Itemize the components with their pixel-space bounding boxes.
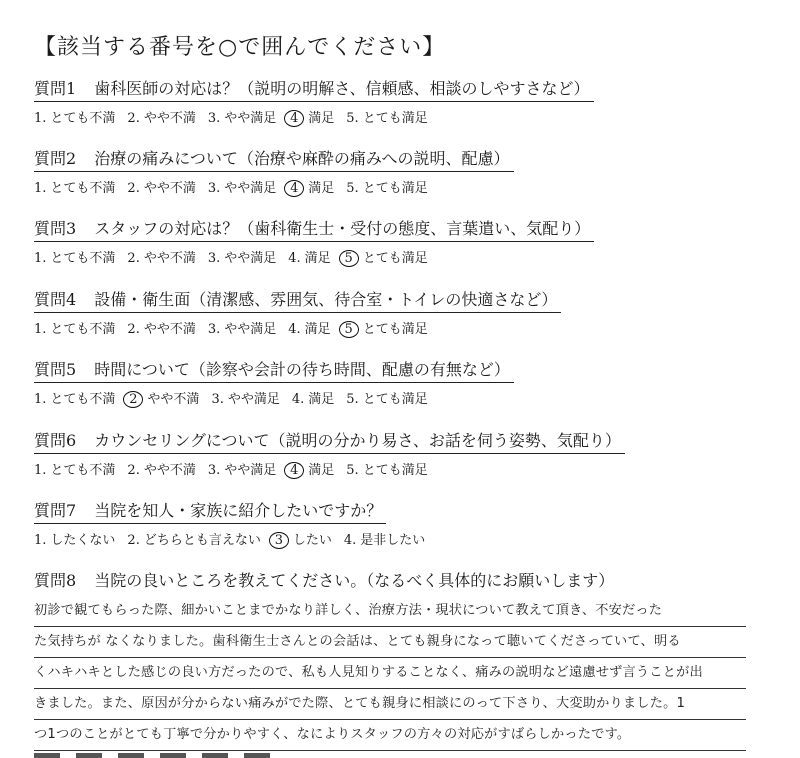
answer-option[interactable] bbox=[34, 529, 115, 548]
option-label: 満足 bbox=[304, 251, 331, 266]
option-number: 3 bbox=[269, 532, 289, 549]
option-label: とても不満 bbox=[50, 463, 116, 478]
answer-option[interactable] bbox=[127, 318, 195, 337]
answer-options bbox=[34, 388, 774, 408]
option-label: やや満足 bbox=[224, 111, 277, 126]
answer-option-circled[interactable] bbox=[343, 247, 428, 267]
option-label: やや満足 bbox=[224, 251, 277, 266]
page-heading: 【該当する番号を○で囲んでください】 bbox=[34, 35, 446, 60]
option-number: 1. bbox=[34, 181, 47, 196]
option-label: したくない bbox=[50, 533, 116, 548]
option-label: やや満足 bbox=[227, 392, 280, 407]
option-label: とても不満 bbox=[50, 251, 116, 266]
answer-line: 初診で観てもらった際、細かいことまでかなり詳しく、治療方法・現状について教えて頂き、不安だった bbox=[34, 596, 746, 627]
option-label: 満足 bbox=[308, 392, 335, 407]
question-number: 質問8 bbox=[34, 571, 77, 590]
question-title bbox=[34, 357, 514, 383]
answer-option[interactable] bbox=[208, 247, 276, 266]
question-title bbox=[34, 287, 561, 313]
question-title bbox=[34, 428, 625, 454]
answer-option[interactable] bbox=[346, 459, 427, 478]
option-label: とても不満 bbox=[50, 392, 116, 407]
answer-option[interactable] bbox=[288, 247, 330, 266]
option-number: 3. bbox=[207, 322, 221, 337]
option-number: 3. bbox=[211, 392, 224, 407]
answer-option-circled[interactable] bbox=[343, 318, 428, 338]
option-number: 5. bbox=[346, 111, 359, 126]
question-title bbox=[34, 146, 514, 172]
answer-option[interactable] bbox=[208, 107, 276, 126]
option-number: 3. bbox=[207, 111, 221, 126]
option-label: やや不満 bbox=[147, 392, 200, 407]
option-number: 2. bbox=[127, 111, 140, 126]
option-number: 5. bbox=[346, 392, 359, 407]
question-5 bbox=[34, 357, 774, 408]
option-label: とても満足 bbox=[362, 181, 428, 196]
option-number: 2. bbox=[127, 181, 140, 196]
question-number: 質問2 bbox=[34, 149, 77, 168]
option-number: 2. bbox=[127, 322, 140, 337]
question-number: 質問3 bbox=[34, 219, 77, 238]
answer-options bbox=[34, 107, 774, 127]
answer-option[interactable] bbox=[34, 177, 115, 196]
question-7 bbox=[34, 498, 774, 549]
option-label: とても満足 bbox=[362, 322, 428, 337]
option-label: とても不満 bbox=[50, 181, 116, 196]
answer-options bbox=[34, 247, 774, 267]
option-number: 1. bbox=[34, 392, 47, 407]
question-8 bbox=[34, 568, 774, 593]
answer-option[interactable] bbox=[346, 107, 427, 126]
cut-off-next-question bbox=[34, 744, 454, 758]
option-number: 2. bbox=[127, 533, 140, 548]
option-number: 3. bbox=[207, 251, 221, 266]
question-4 bbox=[34, 287, 774, 338]
option-label: やや不満 bbox=[143, 181, 196, 196]
option-label: 満足 bbox=[304, 322, 331, 337]
question-number: 質問1 bbox=[34, 79, 77, 98]
question-number: 質問4 bbox=[34, 290, 77, 309]
option-number: 5 bbox=[339, 250, 359, 267]
answer-option[interactable] bbox=[288, 318, 330, 337]
option-label: とても満足 bbox=[362, 251, 428, 266]
option-label: 満足 bbox=[308, 181, 335, 196]
answer-options bbox=[34, 529, 774, 549]
option-number: 1. bbox=[34, 463, 47, 478]
option-label: やや満足 bbox=[224, 463, 277, 478]
free-text-answer bbox=[34, 596, 746, 751]
question-number: 質問7 bbox=[34, 501, 77, 520]
question-2 bbox=[34, 146, 774, 197]
option-label: やや満足 bbox=[224, 181, 277, 196]
option-number: 4. bbox=[288, 322, 301, 337]
option-number: 3. bbox=[207, 181, 221, 196]
option-label: やや不満 bbox=[143, 322, 196, 337]
question-8-title bbox=[34, 568, 618, 593]
question-text: 当院の良いところを教えてください。（なるべく具体的にお願いします） bbox=[94, 571, 615, 590]
answer-option[interactable] bbox=[127, 247, 195, 266]
question-text: 治療の痛みについて（治療や麻酔の痛みへの説明、配慮） bbox=[94, 149, 510, 168]
answer-line: くハキハキとした感じの良い方だったので、私も人見知りすることなく、痛みの説明など遠慮せず言うことが出 bbox=[34, 658, 746, 689]
option-label: どちらとも言えない bbox=[143, 533, 261, 548]
option-number: 2 bbox=[123, 391, 143, 408]
question-6 bbox=[34, 428, 774, 479]
answer-line: た気持ちが なくなりました。歯科衛生士さんとの会話は、とても親身になって聴いてくださっていて、明る bbox=[34, 627, 746, 658]
option-number: 3. bbox=[207, 463, 221, 478]
answer-option[interactable] bbox=[208, 459, 276, 478]
option-label: やや不満 bbox=[143, 111, 196, 126]
question-text: スタッフの対応は？（歯科衛生士・受付の態度、言葉遣い、気配り） bbox=[94, 219, 591, 238]
option-label: 満足 bbox=[308, 111, 335, 126]
question-number: 質問6 bbox=[34, 431, 77, 450]
answer-option-circled[interactable] bbox=[127, 388, 199, 408]
option-number: 1. bbox=[34, 533, 47, 548]
answer-options bbox=[34, 318, 774, 338]
question-3 bbox=[34, 216, 774, 267]
option-number: 1. bbox=[34, 111, 47, 126]
option-label: とても満足 bbox=[362, 392, 428, 407]
question-title bbox=[34, 498, 386, 524]
answer-option-circled[interactable] bbox=[288, 107, 334, 127]
answer-line: きました。また、原因が分からない痛みがでた際、とても親身に相談にのって下さり、大変助かりました。1 bbox=[34, 689, 746, 720]
question-number: 質問5 bbox=[34, 360, 77, 379]
answer-option[interactable] bbox=[211, 388, 279, 407]
answer-option[interactable] bbox=[34, 459, 115, 478]
option-label: 是非したい bbox=[360, 533, 426, 548]
question-title bbox=[34, 76, 594, 102]
option-number: 4. bbox=[288, 251, 301, 266]
option-number: 1. bbox=[34, 322, 47, 337]
answer-option[interactable] bbox=[34, 318, 115, 337]
option-label: やや不満 bbox=[143, 463, 196, 478]
answer-option-circled[interactable] bbox=[288, 459, 334, 479]
answer-option[interactable] bbox=[34, 107, 115, 126]
option-number: 5. bbox=[346, 181, 359, 196]
question-title bbox=[34, 216, 594, 242]
question-text: 歯科医師の対応は？（説明の明解さ、信頼感、相談のしやすさなど） bbox=[94, 79, 590, 98]
question-text: 当院を知人・家族に紹介したいですか？ bbox=[94, 501, 383, 520]
answer-option[interactable] bbox=[346, 388, 427, 407]
option-number: 5 bbox=[339, 321, 359, 338]
answer-line: つ1つのことがとても丁寧で分かりやすく、なによりスタッフの方々の対応がすばらしかったです。 bbox=[34, 720, 746, 751]
option-number: 2. bbox=[127, 463, 140, 478]
question-text: カウンセリングについて（説明の分かり易さ、お話を伺う姿勢、気配り） bbox=[94, 431, 621, 450]
question-text: 設備・衛生面（清潔感、雰囲気、待合室・トイレの快適さなど） bbox=[94, 290, 558, 309]
answer-option[interactable] bbox=[292, 388, 334, 407]
option-number: 2. bbox=[127, 251, 140, 266]
answer-option[interactable] bbox=[127, 107, 195, 126]
option-number: 4 bbox=[284, 180, 304, 197]
option-label: 満足 bbox=[308, 463, 335, 478]
option-number: 4. bbox=[291, 392, 305, 407]
answer-option[interactable] bbox=[34, 388, 115, 407]
answer-option[interactable] bbox=[34, 247, 115, 266]
option-number: 1. bbox=[34, 251, 47, 266]
answer-option[interactable] bbox=[127, 459, 195, 478]
answer-option-circled[interactable] bbox=[273, 529, 332, 549]
answer-options bbox=[34, 459, 774, 479]
answer-option-circled[interactable] bbox=[288, 177, 334, 197]
option-number: 5. bbox=[346, 463, 359, 478]
answer-option[interactable] bbox=[127, 529, 260, 548]
answer-option[interactable] bbox=[208, 318, 276, 337]
option-label: やや満足 bbox=[224, 322, 277, 337]
option-number: 4 bbox=[284, 462, 304, 479]
option-label: とても満足 bbox=[362, 463, 428, 478]
question-text: 時間について（診察や会計の待ち時間、配慮の有無など） bbox=[94, 360, 510, 379]
option-label: とても不満 bbox=[50, 322, 116, 337]
option-label: やや不満 bbox=[143, 251, 196, 266]
option-label: とても不満 bbox=[50, 111, 116, 126]
option-number: 4. bbox=[343, 533, 357, 548]
answer-option[interactable] bbox=[127, 177, 195, 196]
option-label: とても満足 bbox=[362, 111, 428, 126]
answer-option[interactable] bbox=[344, 529, 425, 548]
option-number: 4 bbox=[284, 110, 304, 127]
answer-options bbox=[34, 177, 774, 197]
option-label: したい bbox=[292, 533, 332, 548]
answer-option[interactable] bbox=[346, 177, 427, 196]
answer-option[interactable] bbox=[208, 177, 276, 196]
question-1 bbox=[34, 76, 774, 127]
